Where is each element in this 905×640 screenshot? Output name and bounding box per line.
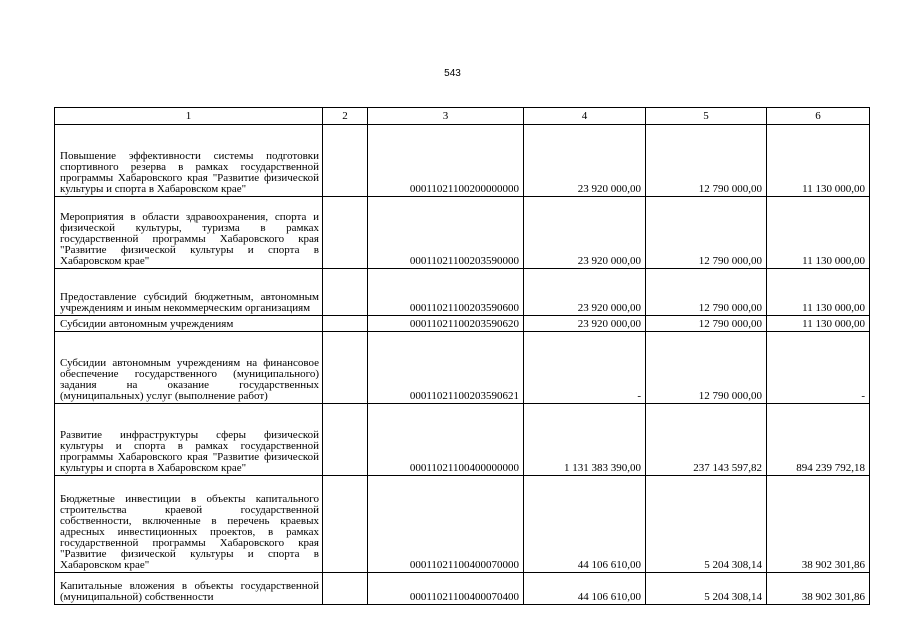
row-col2 (323, 269, 368, 316)
row-value-4: 1 131 383 390,00 (524, 404, 646, 476)
header-row (55, 108, 870, 125)
table-body (55, 125, 870, 605)
row-col2 (323, 316, 368, 332)
row-code: 00011021100203590620 (368, 316, 524, 332)
row-value-4: 23 920 000,00 (524, 125, 646, 197)
row-col2 (323, 125, 368, 197)
table-row (55, 316, 870, 332)
table-row (55, 476, 870, 573)
row-value-6: 11 130 000,00 (767, 197, 870, 269)
column-header-6: 6 (767, 108, 870, 125)
row-value-6: 894 239 792,18 (767, 404, 870, 476)
row-value-4: 23 920 000,00 (524, 197, 646, 269)
row-value-6: 38 902 301,86 (767, 573, 870, 605)
row-code: 00011021100400070000 (368, 476, 524, 573)
row-name: Субсидии автономным учреждениям на финансовое обеспечение государственного (муниципального) задания на оказание государственных (муниципальных) услуг (выполнение работ) (55, 332, 323, 404)
row-name: Мероприятия в области здравоохранения, спорта и физической культуры, туризма в рамках государственной программы Хабаровского края "Развитие физической культуры и спорта в Хабаровском крае" (55, 197, 323, 269)
row-value-6: 11 130 000,00 (767, 125, 870, 197)
row-value-6: 11 130 000,00 (767, 269, 870, 316)
column-header-2: 2 (323, 108, 368, 125)
column-header-4: 4 (524, 108, 646, 125)
row-col2 (323, 404, 368, 476)
row-value-5: 12 790 000,00 (646, 332, 767, 404)
row-code: 00011021100200000000 (368, 125, 524, 197)
row-value-5: 237 143 597,82 (646, 404, 767, 476)
row-value-5: 12 790 000,00 (646, 125, 767, 197)
row-value-4: 44 106 610,00 (524, 476, 646, 573)
row-col2 (323, 573, 368, 605)
row-col2 (323, 197, 368, 269)
row-value-6: 11 130 000,00 (767, 316, 870, 332)
row-code: 00011021100203590621 (368, 332, 524, 404)
row-value-4: - (524, 332, 646, 404)
row-name: Бюджетные инвестиции в объекты капитального строительства краевой государственной собственности, включенные в перечень краевых адресных инвестиционных проектов, в рамках государственной программы Хабаровского края "Развитие физической культуры и спорта в Хабаровском крае" (55, 476, 323, 573)
row-value-6: 38 902 301,86 (767, 476, 870, 573)
row-col2 (323, 476, 368, 573)
row-name: Субсидии автономным учреждениям (55, 316, 323, 332)
row-code: 00011021100203590600 (368, 269, 524, 316)
page-number: 543 (444, 68, 461, 79)
row-value-4: 23 920 000,00 (524, 316, 646, 332)
table-row (55, 332, 870, 404)
column-header-5: 5 (646, 108, 767, 125)
row-value-5: 12 790 000,00 (646, 316, 767, 332)
table-row (55, 404, 870, 476)
table-row (55, 573, 870, 605)
row-value-4: 23 920 000,00 (524, 269, 646, 316)
row-name: Развитие инфраструктуры сферы физической культуры и спорта в рамках государственной программы Хабаровского края "Развитие физической культуры и спорта в Хабаровском крае" (55, 404, 323, 476)
budget-table (54, 107, 870, 605)
row-code: 00011021100400070400 (368, 573, 524, 605)
row-value-5: 12 790 000,00 (646, 197, 767, 269)
row-name: Повышение эффективности системы подготовки спортивного резерва в рамках государственной программы Хабаровского края "Развитие физической культуры и спорта в Хабаровском крае" (55, 125, 323, 197)
row-value-5: 12 790 000,00 (646, 269, 767, 316)
table-row (55, 125, 870, 197)
row-code: 00011021100400000000 (368, 404, 524, 476)
row-name: Капитальные вложения в объекты государственной (муниципальной) собственности (55, 573, 323, 605)
table-row (55, 197, 870, 269)
row-value-4: 44 106 610,00 (524, 573, 646, 605)
row-col2 (323, 332, 368, 404)
table-row (55, 269, 870, 316)
table-header (55, 108, 870, 125)
row-code: 00011021100203590000 (368, 197, 524, 269)
column-header-3: 3 (368, 108, 524, 125)
column-header-1: 1 (55, 108, 323, 125)
row-value-5: 5 204 308,14 (646, 476, 767, 573)
row-name: Предоставление субсидий бюджетным, автономным учреждениям и иным некоммерческим организациям (55, 269, 323, 316)
row-value-6: - (767, 332, 870, 404)
row-value-5: 5 204 308,14 (646, 573, 767, 605)
